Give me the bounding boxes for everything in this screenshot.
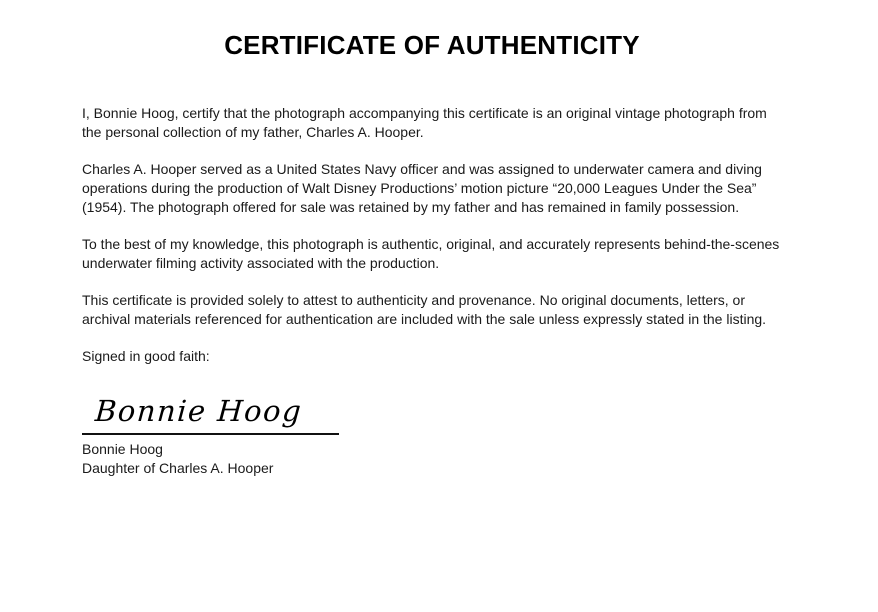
- signoff-label: Signed in good faith:: [82, 348, 210, 365]
- signatory-relation: Daughter of Charles A. Hooper: [82, 460, 274, 477]
- attestation-paragraph: To the best of my knowledge, this photograph is authentic, original, and accurately represents behind-the-scenes underwater filming activity associated with the production.: [82, 236, 780, 272]
- signature-block: [82, 394, 782, 478]
- certificate-body: [82, 104, 782, 478]
- signature-rule: [82, 433, 339, 435]
- signatory-name: Bonnie Hoog: [82, 441, 163, 458]
- service-history-paragraph: Charles A. Hooper served as a United States Navy officer and was assigned to underwater camera and diving operations during the production of Walt Disney Productions’ motion picture “20,000 Leagues Under the Sea” (1954). The photograph offered for sale was retained by my father and has remained in family possession.: [82, 161, 762, 216]
- intro-paragraph: I, Bonnie Hoog, certify that the photograph accompanying this certificate is an original vintage photograph from the personal collection of my father, Charles A. Hooper.: [82, 105, 767, 141]
- certificate-title: CERTIFICATE OF AUTHENTICITY: [224, 30, 640, 60]
- scope-paragraph: This certificate is provided solely to attest to authenticity and provenance. No original documents, letters, or archival materials referenced for authentication are included with the sale unless expressly stated in the listing.: [82, 292, 767, 328]
- signature-script: Bonnie Hoog: [94, 394, 304, 429]
